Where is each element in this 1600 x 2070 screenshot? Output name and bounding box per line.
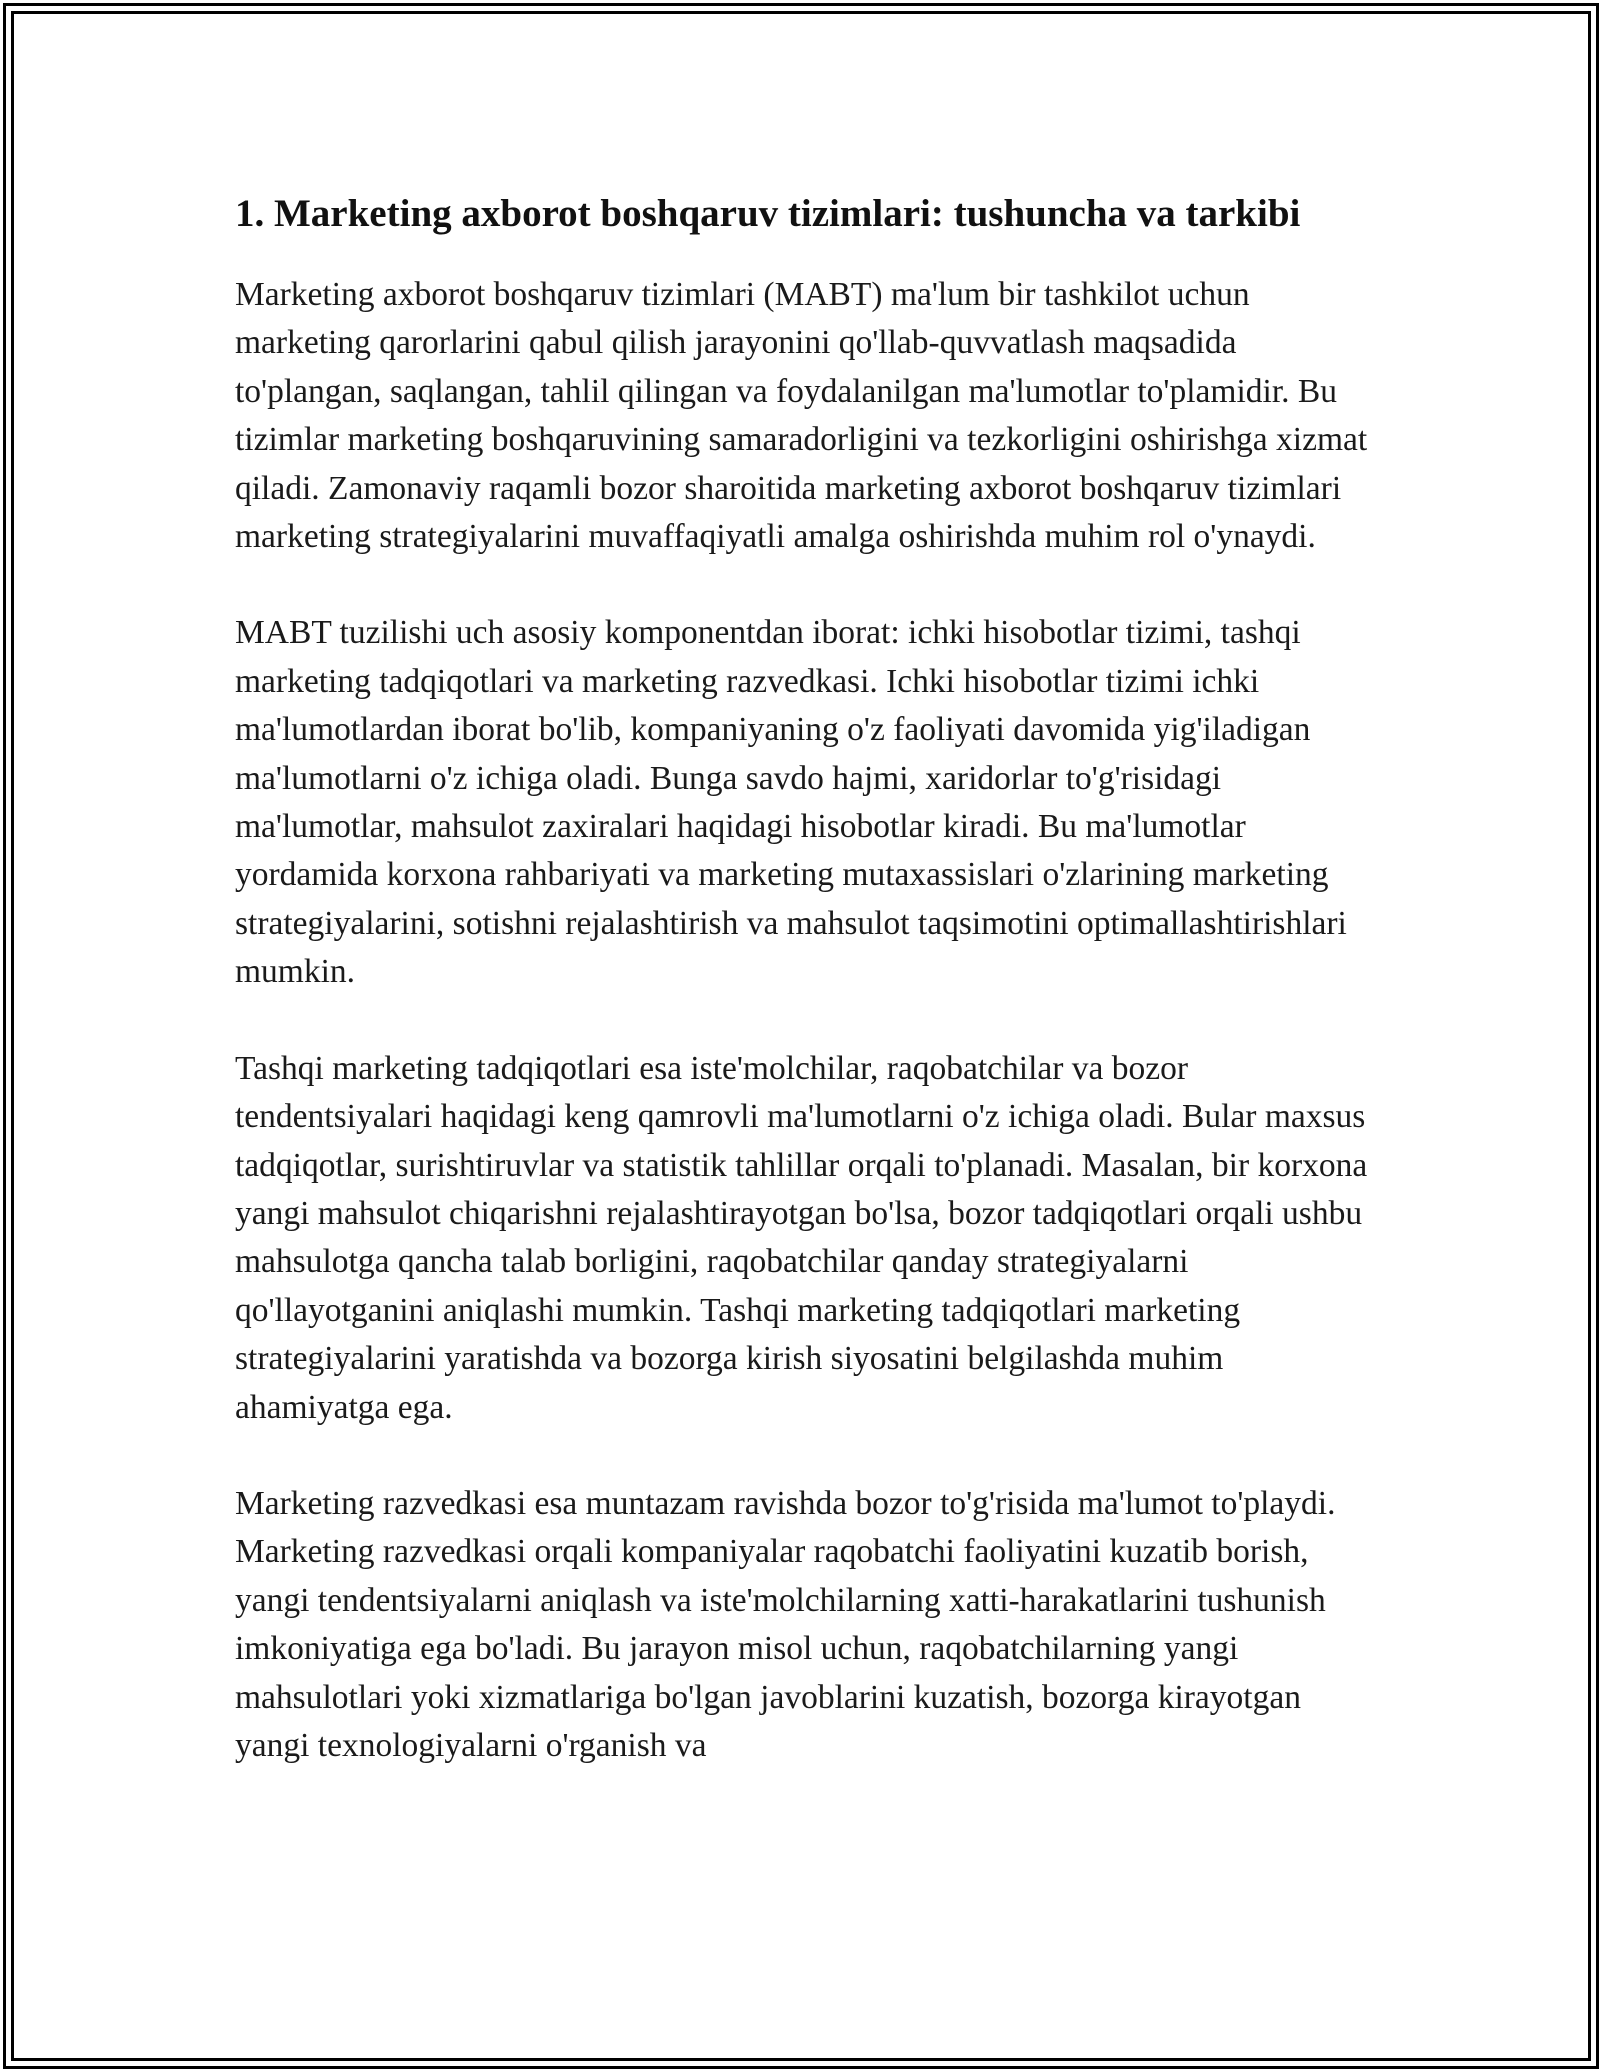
paragraph-3: Tashqi marketing tadqiqotlari esa iste'molchilar, raqobatchilar va bozor tendentsiyalari haqidagi keng qamrovli ma'lumotlarni o'z ichiga oladi. Bular maxsus tadqiqotlar, surishtiruvlar va statistik tahlillar orqali to'planadi. Masalan, bir korxona yangi mahsulot chiqarishni rejalashtirayotgan bo'lsa, bozor tadqiqotlari orqali ushbu mahsulotga qancha talab borligini, raqobatchilar qanday strategiyalarni qo'llayotganini aniqlashi mumkin. Tashqi marketing tadqiqotlari marketing strategiyalarini yaratishda va bozorga kirish siyosatini belgilashda muhim ahamiyatga ega. [235, 1049, 1368, 1426]
document-body [235, 186, 1375, 1818]
paragraph-4: Marketing razvedkasi esa muntazam ravishda bozor to'g'risida ma'lumot to'playdi. Marketing razvedkasi orqali kompaniyalar raqobatchi faoliyatini kuzatib borish, yangi tendentsiyalarni aniqlash va iste'molchilarning xatti-harakatlarini tushunish imkoniyatiga ega bo'ladi. Bu jarayon misol uchun, raqobatchilarning yangi mahsulotlari yoki xizmatlariga bo'lgan javoblarini kuzatish, bozorga kirayotgan yangi texnologiyalarni o'rganish va [235, 1484, 1336, 1764]
section-heading: 1. Marketing axborot boshqaruv tizimlari: tushuncha va tarkibi [235, 192, 1301, 235]
paragraph-2: MABT tuzilishi uch asosiy komponentdan iborat: ichki hisobotlar tizimi, tashqi marketing tadqiqotlari va marketing razvedkasi. Ichki hisobotlar tizimi ichki ma'lumotlardan iborat bo'lib, kompaniyaning o'z faoliyati davomida yig'iladigan ma'lumotlarni o'z ichiga oladi. Bunga savdo hajmi, xaridorlar to'g'risidagi ma'lumotlar, mahsulot zaxiralari haqidagi hisobotlar kiradi. Bu ma'lumotlar yordamida korxona rahbariyati va marketing mutaxassislari o'zlarining marketing strategiyalarini, sotishni rejalashtirish va mahsulot taqsimotini optimallashtirishlari mumkin. [235, 614, 1347, 991]
paragraph-1: Marketing axborot boshqaruv tizimlari (MABT) ma'lum bir tashkilot uchun marketing qarorlarini qabul qilish jarayonini qo'llab-quvvatlash maqsadida to'plangan, saqlangan, tahlil qilingan va foydalanilgan ma'lumotlar to'plamidir. Bu tizimlar marketing boshqaruvining samaradorligini va tezkorligini oshirishga xizmat qiladi. Zamonaviy raqamli bozor sharoitida marketing axborot boshqaruv tizimlari marketing strategiyalarini muvaffaqiyatli amalga oshirishda muhim rol o'ynaydi. [235, 276, 1368, 556]
